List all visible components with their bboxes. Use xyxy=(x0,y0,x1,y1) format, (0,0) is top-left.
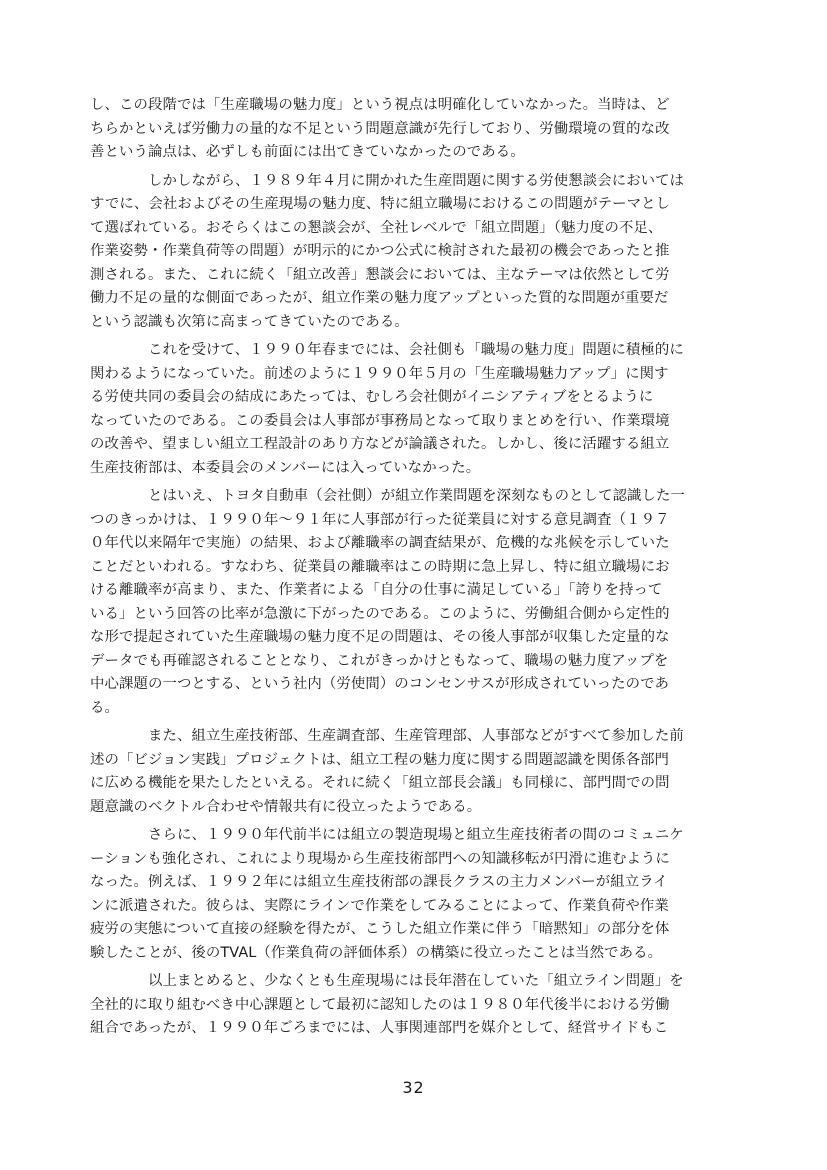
page-number: 32 xyxy=(402,1078,425,1097)
text-line: 全社的に取り組むべき中心課題として最初に認知したのは１９８０年代後半における労働 xyxy=(90,996,670,1013)
paragraph-3 xyxy=(90,339,770,480)
text-line: 述の「ビジョン実践」プロジェクトは、組立工程の魅力度に関する問題認識を関係各部門 xyxy=(90,751,670,768)
text-line: 中心課題の一つとする、という社内（労使間）のコンセンサスが形成されていったのであ xyxy=(90,676,670,692)
text-line: ことだといわれる。すなわち、従業員の離職率はこの時期に急上昇し、特に組立職場にお xyxy=(90,558,670,575)
text-line: 組合であったが、１９９０年ごろまでには、人事関連部門を媒介として、経営サイドもこ xyxy=(90,1020,669,1036)
body-text xyxy=(90,94,770,1041)
text-line: しかしながら、１９８９年４月に開かれた生産問題に関する労使懇談会においては xyxy=(148,172,685,189)
text-line: ンに派遣された。彼らは、実際にラインで作業をしてみることによって、作業負荷や作業 xyxy=(90,897,669,914)
text-line: ーションも強化され、これにより現場から生産技術部門への知識移転が円滑に進むように xyxy=(90,850,670,867)
text-line: 疲労の実態について直接の経験を得たが、こうした組立作業に伴う「暗黙知」の部分を体 xyxy=(90,921,670,937)
text-line: すでに、会社およびその生産現場の魅力度、特に組立職場におけるこの問題がテーマとし xyxy=(90,196,671,212)
text-line: さらに、１９９０年代前半には組立の製造現場と組立生産技術者の間のコミュニケ xyxy=(148,827,684,843)
text-line: 生産技術部は、本委員会のメンバーには入っていなかった。 xyxy=(90,459,481,476)
paragraph-4 xyxy=(90,485,770,720)
text-line: ちらかといえば労働力の量的な不足という問題意識が先行しており、労働環境の質的な改 xyxy=(90,120,670,137)
text-line: 題意識のベクトル合わせや情報共有に役立ったようである。 xyxy=(90,798,482,815)
text-line: る労使共同の委員会の結成にあたっては、むしろ会社側がイニシアティブをとるように xyxy=(90,389,654,405)
text-line: に広める機能を果たしたといえる。それに続く「組立部長会議」も同様に、部門間での問 xyxy=(90,775,670,791)
text-line: 働力不足の量的な側面であったが、組立作業の魅力度アップといった質的な問題が重要だ xyxy=(90,290,669,306)
text-line: て選ばれている。おそらくはこの懇談会が、全社レベルで「組立問題」（魅力度の不足、 xyxy=(90,219,663,236)
text-line: 以上まとめると、少なくとも生産現場には長年潜在していた「組立ライン問題」を xyxy=(148,973,684,989)
paragraph-5 xyxy=(90,725,770,819)
text-line: 善という論点は、必ずしも前面には出てきていなかったのである。 xyxy=(90,144,525,160)
text-line: し、この段階では「生産職場の魅力度」という視点は明確化していなかった。当時は、ど xyxy=(90,97,670,113)
text-line: る。 xyxy=(90,699,119,716)
text-line: また、組立生産技術部、生産調査部、生産管理部、人事部などがすべて参加した前 xyxy=(148,728,684,744)
text-line: つのきっかけは、１９９０年～９１年に人事部が行った従業員に対する意見調査（１９７ xyxy=(90,511,670,528)
text-line: 験したことが、後のTVAL（作業負荷の評価体系）の構築に役立ったことは当然である。 xyxy=(90,944,663,961)
text-line: 測される。また、これに続く「組立改善」懇談会においては、主なテーマは依然として労 xyxy=(90,266,670,283)
text-line: いる」という回答の比率が急激に下がったのである。このように、労働組合側から定性的 xyxy=(90,605,670,622)
text-line: という認識も次第に高まってきていたのである。 xyxy=(90,313,409,330)
paragraph-7 xyxy=(90,970,770,1041)
text-line: な形で提起されていた生産職場の魅力度不足の問題は、その後人事部が収集した定量的な xyxy=(90,629,670,645)
text-line: なっていたのである。この委員会は人事部が事務局となって取りまとめを行い、作業環境 xyxy=(90,412,670,429)
text-line: データでも再確認されることとなり、これがきっかけともなって、職場の魅力度アップを xyxy=(90,652,669,669)
text-line: ０年代以来隔年で実施）の結果、および離職率の調査結果が、危機的な兆候を示していた xyxy=(90,535,670,551)
paragraph-6 xyxy=(90,824,770,965)
paragraph-1 xyxy=(90,94,770,165)
text-line: これを受けて、１９９０年春までには、会社側も「職場の魅力度」問題に積極的に xyxy=(148,342,684,358)
text-line: なった。例えば、１９９２年には組立生産技術部の課長クラスの主力メンバーが組立ライ xyxy=(90,874,668,890)
text-line: とはいえ、トヨタ自動車（会社側）が組立作業問題を深刻なものとして認識した一 xyxy=(148,488,686,504)
text-line: 関わるようになっていた。前述のように１９９０年５月の「生産職場魅力アップ」に関す xyxy=(90,365,669,382)
text-line: の改善や、望ましい組立工程設計のあり方などが論議された。しかし、後に活躍する組立 xyxy=(90,436,670,452)
paragraph-2 xyxy=(90,170,770,335)
text-line: 作業姿勢・作業負荷等の問題）が明示的にかつ公式に検討された最初の機会であったと推 xyxy=(90,243,670,259)
text-line: ける離職率が高まり、また、作業者による「自分の仕事に満足している」「誇りを持って xyxy=(90,582,663,598)
